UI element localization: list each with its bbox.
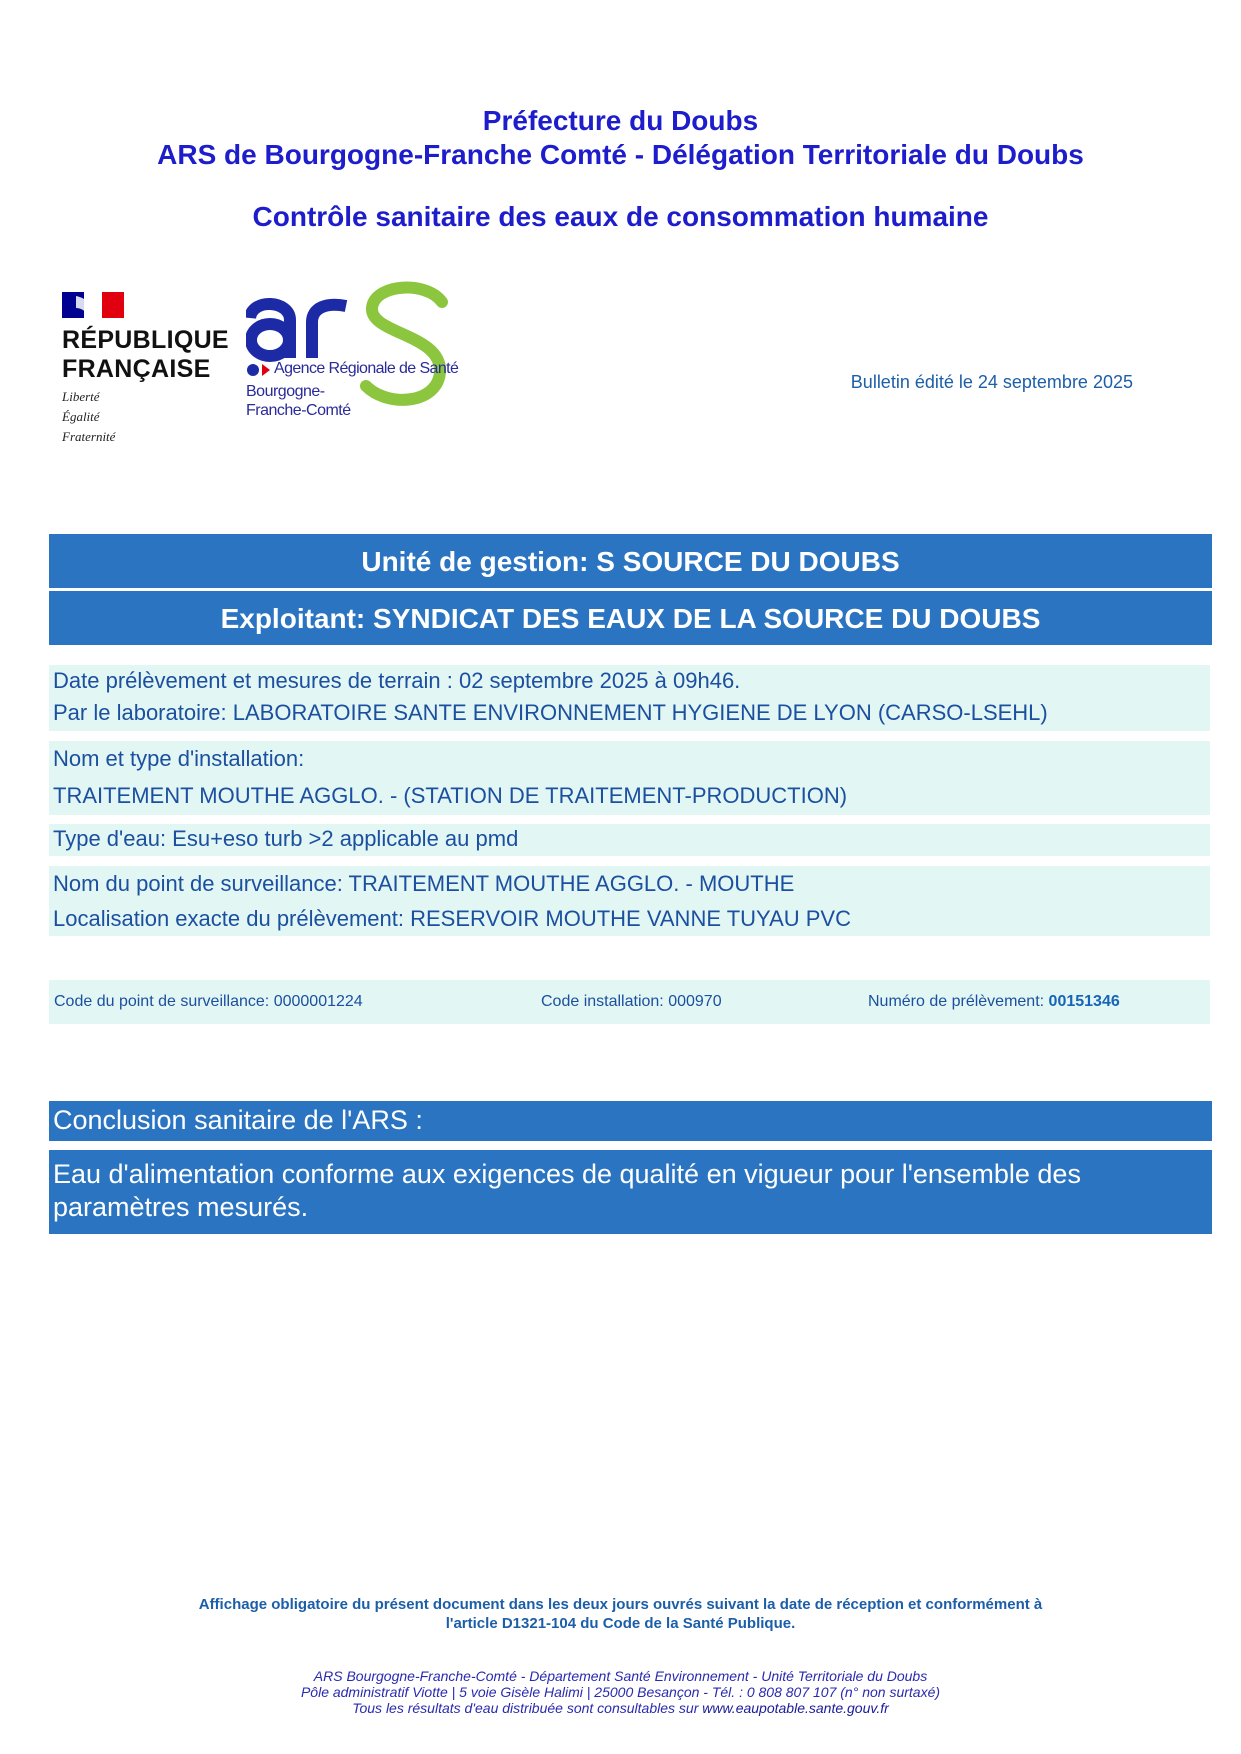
ars-subtitle: Agence Régionale de Santé xyxy=(274,360,459,377)
surveillance-localisation: Localisation exacte du prélèvement: RESERVOIR MOUTHE VANNE TUYAU PVC xyxy=(53,906,851,931)
footer-addr-1: ARS Bourgogne-Franche-Comté - Département Santé Environnement - Unité Territoriale du Doubs xyxy=(313,1668,928,1684)
code-point-label: Code du point de surveillance: xyxy=(54,993,270,1010)
rf-motto-2: Égalité xyxy=(62,409,100,424)
type-eau: Type d'eau: Esu+eso turb >2 applicable au pmd xyxy=(53,826,519,851)
code-installation xyxy=(541,993,722,1011)
rf-motto-1: Liberté xyxy=(62,389,100,404)
marianne-flag-icon xyxy=(62,292,124,318)
footer-note-2: l'article D1321-104 du Code de la Santé Publique. xyxy=(445,1615,796,1632)
conclusion-text-body: Eau d'alimentation conforme aux exigences de qualité en vigueur pour l'ensemble des paramètres mesurés. xyxy=(53,1159,1081,1222)
header-controle: Contrôle sanitaire des eaux de consommation humaine xyxy=(252,201,989,232)
rf-motto xyxy=(62,387,115,447)
conclusion-title-text: Conclusion sanitaire de l'ARS : xyxy=(53,1105,423,1135)
installation-value: TRAITEMENT MOUTHE AGGLO. - (STATION DE TRAITEMENT-PRODUCTION) xyxy=(53,783,848,808)
unite-gestion: Unité de gestion: S SOURCE DU DOUBS xyxy=(49,534,1212,588)
code-installation-value: 000970 xyxy=(668,993,722,1010)
code-installation-label: Code installation: xyxy=(541,993,664,1010)
conclusion-title xyxy=(49,1101,1212,1141)
rf-title-line1: RÉPUBLIQUE xyxy=(62,326,229,354)
prelevement-date: Date prélèvement et mesures de terrain : 02 septembre 2025 à 09h46. xyxy=(53,668,741,693)
ars-logo xyxy=(246,276,476,436)
prelevement-labo: Par le laboratoire: LABORATOIRE SANTE ENVIRONNEMENT HYGIENE DE LYON (CARSO-LSEHL) xyxy=(53,700,1048,725)
code-point-surveillance xyxy=(54,993,363,1011)
header-prefecture: Préfecture du Doubs xyxy=(482,105,759,136)
ars-region-2: Franche-Comté xyxy=(246,402,351,419)
footer-note xyxy=(0,1595,1241,1633)
ars-region xyxy=(246,382,351,420)
rf-motto-3: Fraternité xyxy=(62,429,116,444)
republique-francaise-logo xyxy=(62,292,229,444)
installation-label: Nom et type d'installation: xyxy=(53,746,305,771)
rf-title xyxy=(62,326,229,384)
footer-addr-2: Pôle administratif Viotte | 5 voie Gisèle Halimi | 25000 Besançon - Tél. : 0 808 807 107 (n° non surtaxé) xyxy=(300,1684,941,1700)
conclusion-text xyxy=(49,1150,1212,1234)
installation-info xyxy=(49,741,1210,815)
surveillance-info xyxy=(49,866,1210,936)
numero-prelevement-value: 00151346 xyxy=(1048,993,1120,1010)
footer-address xyxy=(0,1668,1241,1716)
footer-addr-3-prefix: Tous les résultats d'eau distribuée sont consultables sur xyxy=(352,1700,703,1716)
rf-title-line2: FRANÇAISE xyxy=(62,355,211,383)
footer-note-1: Affichage obligatoire du présent document dans les deux jours ouvrés suivant la date de réception et conformément à xyxy=(198,1596,1043,1613)
numero-prelevement-label: Numéro de prélèvement: xyxy=(868,993,1045,1010)
footer-addr-3 xyxy=(0,1700,1241,1716)
header-ars: ARS de Bourgogne-Franche Comté - Délégation Territoriale du Doubs xyxy=(157,139,1084,170)
codes-row xyxy=(49,980,1210,1024)
surveillance-point: Nom du point de surveillance: TRAITEMENT MOUTHE AGGLO. - MOUTHE xyxy=(53,871,795,896)
type-eau-info xyxy=(49,824,1210,856)
ars-region-1: Bourgogne- xyxy=(246,383,325,400)
bulletin-date: Bulletin édité le 24 septembre 2025 xyxy=(850,372,1133,392)
exploitant: Exploitant: SYNDICAT DES EAUX DE LA SOURCE DU DOUBS xyxy=(49,591,1212,645)
code-point-value: 0000001224 xyxy=(273,993,363,1010)
prelevement-info xyxy=(49,665,1210,731)
numero-prelevement xyxy=(868,993,1120,1011)
eaupotable-link[interactable]: www.eaupotable.sante.gouv.fr xyxy=(702,1700,889,1716)
